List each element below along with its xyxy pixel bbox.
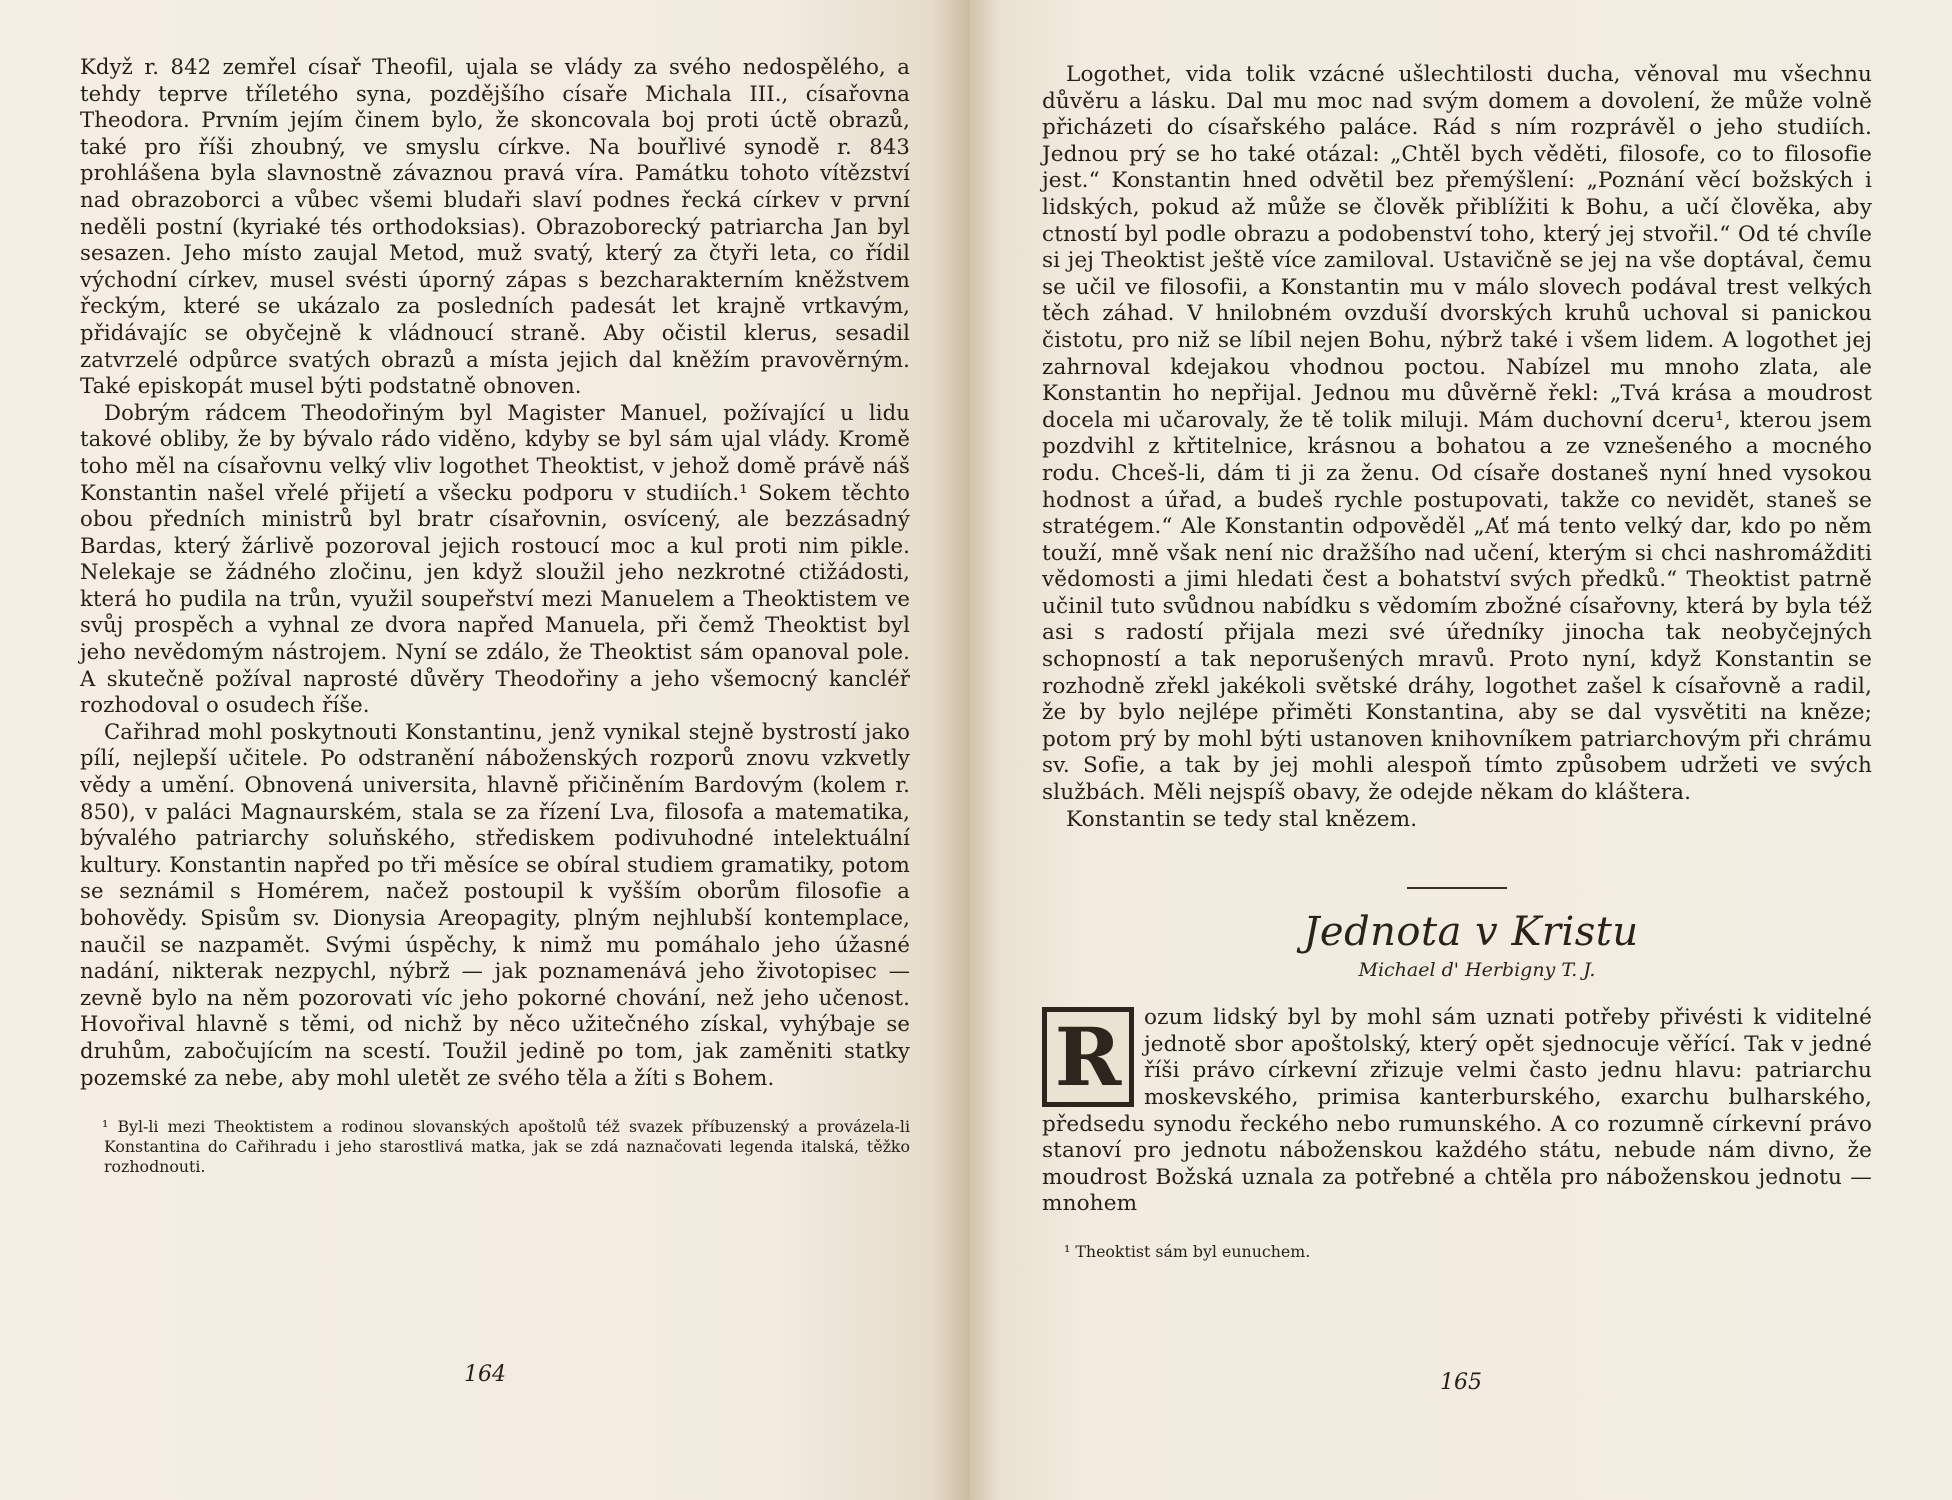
paragraph: Dobrým rádcem Theodořiným byl Magister Manuel, požívající u lidu takové obliby, že by bývalo rádo viděno, kdyby se byl sám ujal vlády. Kromě toho měl na císařovnu velký vliv logothet Theoktist, v jehož domě právě náš Konstantin našel vřelé přijetí a všecku podporu v studiích.¹ Sokem těchto obou předních ministrů byl bratr císařovnin, osvícený, ale bezzásadný Bardas, který žárlivě pozoroval jejich rostoucí moc a kul proti nim pikle. Nelekaje se žádného zločinu, jen když sloužil jeho nezkrotné ctižádosti, která ho pudila na trůn, využil soupeřství mezi Manuelem a Theoktistem ve svůj prospěch a vyhnal ze dvora napřed Manuela, při čemž Theoktist byl jeho nevědomým nástrojem. Nyní se zdálo, že Theoktist sám opanoval pole. A skutečně požíval naprosté důvěry Theodořiny a jeho všemocný kancléř rozhodoval o osudech říše.	[80, 399, 910, 718]
right-page-text	[1042, 62, 1872, 833]
page-number: 165	[1440, 1370, 1482, 1395]
article-author: Michael d' Herbigny T. J.	[1358, 959, 1596, 982]
article-title: Jednota v Kristu	[1303, 909, 1639, 956]
page-number: 164	[464, 1362, 506, 1387]
article-body	[1042, 1005, 1872, 1218]
right-page	[970, 0, 1952, 1500]
footnote: ¹ Theoktist sám byl eunuchem.	[1064, 1241, 1311, 1261]
paragraph: Konstantin se tedy stal knězem.	[1066, 806, 1418, 832]
dropcap-ornament	[1042, 1007, 1134, 1107]
left-page-text	[80, 54, 910, 1091]
paragraph: Logothet, vida tolik vzácné ušlechtilosti ducha, věnoval mu všechnu důvěru a lásku. Dal mu moc nad svým domem a dovolení, že může volně přicházeti do císařského paláce. Rád s ním rozprávěl o jeho studiích. Jednou prý se ho také otázal: „Chtěl bych věděti, filosofe, co to filosofie jest.“ Konstantin hned odvětil bez přemýšlení: „Poznání věcí božských i lidských, pokud až může se člověk přiblížiti k Bohu, a učí člověka, aby ctností byl podle obrazu a podobenství toho, který jej stvořil.“ Od té chvíle si jej Theoktist ještě více zamiloval. Ustavičně se jej na vše doptával, čemu se učil ve filosofii, a Konstantin mu v málo slovech podával trest velkých těch záhad. V hnilobném ovzduší dvorských kruhů uchoval si panickou čistotu, pro niž se líbil nejen Bohu, nýbrž také i všem lidem. A logothet jej zahrnoval kdejakou vhodnou poctou. Nabízel mu mnoho zlata, ale Konstantin ho nepřijal. Jednou mu důvěrně řekl: „Tvá krása a moudrost docela mi učarovaly, že tě tolik miluji. Mám duchovní dceru¹, kterou jsem pozdvihl z křtitelnice, krásnou a bohatou a ze vznešeného a mocného rodu. Chceš-li, dám ti ji za ženu. Od císaře dostaneš nyní hned vysokou hodnost a úřad, a budeš rychle postupovati, takže co nevidět, staneš se stratégem.“ Ale Konstantin odpověděl „Ať má tento velký dar, kdo po něm touží, mně však není nic dražšího nad učení, kterým si chci nashromážditi vědomosti a jimi hledati čest a bohatství svých předků.“ Theoktist patrně učinil tuto svůdnou nabídku s vědomím zbožné císařovny, která by byla též asi s radostí přijala mezi své úředníky jinocha tak neobyčejných schopností a tak neporušených mravů. Proto nyní, když Konstantin se rozhodně zřekl jakékoli světské dráhy, logothet zašel k císařovně a radil, že by bylo nejlépe přiměti Konstantina, aby se dal vysvětiti na kněze; potom prý by mohl býti ustanoven knihovníkem patriarchovým při chrámu sv. Sofie, a tak by jej mohli alespoň tímto způsobem udržeti ve svých službách. Měli nejspíš obavy, že odejde někam do kláštera.	[1042, 62, 1872, 806]
section-divider	[1407, 887, 1507, 889]
dropcap-letter: R	[1054, 1010, 1122, 1105]
paragraph: Když r. 842 zemřel císař Theofil, ujala se vlády za svého nedospělého, a tehdy teprve tříletého syna, pozdějšího císaře Michala III., císařovna Theodora. Prvním jejím činem bylo, že skoncovala boj proti úctě obrazů, také pro říši zhoubný, ve smyslu církve. Na bouřlivé synodě r. 843 prohlášena byla slavnostně závaznou pravá víra. Památku tohoto vítězství nad obrazoborci a vůbec všemi bludaři slaví podnes řecká církev v první neděli postní (kyriaké tés orthodoksias). Obrazoborecký patriarcha Jan byl sesazen. Jeho místo zaujal Metod, muž svatý, který za čtyři leta, co řídil východní církev, musel svésti úporný zápas s bezcharakterním kněžstvem řeckým, které se ukázalo za posledních padesát let krajně vrtkavým, přidávajíc se obyčejně k vládnoucí straně. Aby očistil klerus, sesadil zatvrzelé odpůrce svatých obrazů a místa jejich dal kněžím pravověrným. Také episkopát musel býti podstatně obnoven.	[80, 54, 910, 399]
paragraph: Cařihrad mohl poskytnouti Konstantinu, jenž vynikal stejně bystrostí jako pílí, nejlepší učitele. Po odstranění náboženských rozporů znovu vzkvetly vědy a umění. Obnovená universita, hlavně přičiněním Bardovým (kolem r. 850), v paláci Magnaurském, stala se za řízení Lva, filosofa a matematika, bývalého patriarchy soluňského, střediskem podivuhodné intelektuální kultury. Konstantin napřed po tři měsíce se obíral studiem gramatiky, potom se seznámil s Homérem, načež postoupil k vyšším oborům filosofie a bohovědy. Spisům sv. Dionysia Areopagity, plným nejhlubší kontemplace, naučil se nazpamět. Svými úspěchy, k nimž mu pomáhalo jeho úžasné nadání, nikterak nezpychl, nýbrž — jak poznamenává jeho životopisec — zevně bylo na něm pozorovati víc jeho pokorné chování, než jeho učenost. Hovořival hlavně s těmi, od nichž by něco užitečného získal, vyhýbaje se druhům, zabočujícím na scestí. Toužil jedině po tom, jak zaměniti statky pozemské za nebe, aby mohl uletět ze svého těla a žíti s Bohem.	[80, 718, 910, 1090]
article-paragraph: ozum lidský byl by mohl sám uznati potřeby přivésti k viditelné jednotě sbor apoštolský, který opět sjednocuje věřící. Tak v jedné říši právo církevní zřizuje velmi často jednu hlavu: patriarchu moskevského, primisa kanterburského, exarchu bulharského, předsedu synodu řeckého nebo rumunského. A co rozumně církevní právo stanoví pro jednotu náboženskou každého státu, nebude nám divno, že moudrost Božská uznala za potřebné a chtěla pro náboženskou jednotu — mnohem	[1042, 1005, 1872, 1217]
left-page	[0, 0, 970, 1500]
footnote: ¹ Byl-li mezi Theoktistem a rodinou slovanských apoštolů též svazek příbuzenský a provázela-li Konstantina do Cařihradu i jeho starostlivá matka, jak se zdá naznačovati legenda italská, těžko rozhodnouti.	[102, 1117, 910, 1177]
